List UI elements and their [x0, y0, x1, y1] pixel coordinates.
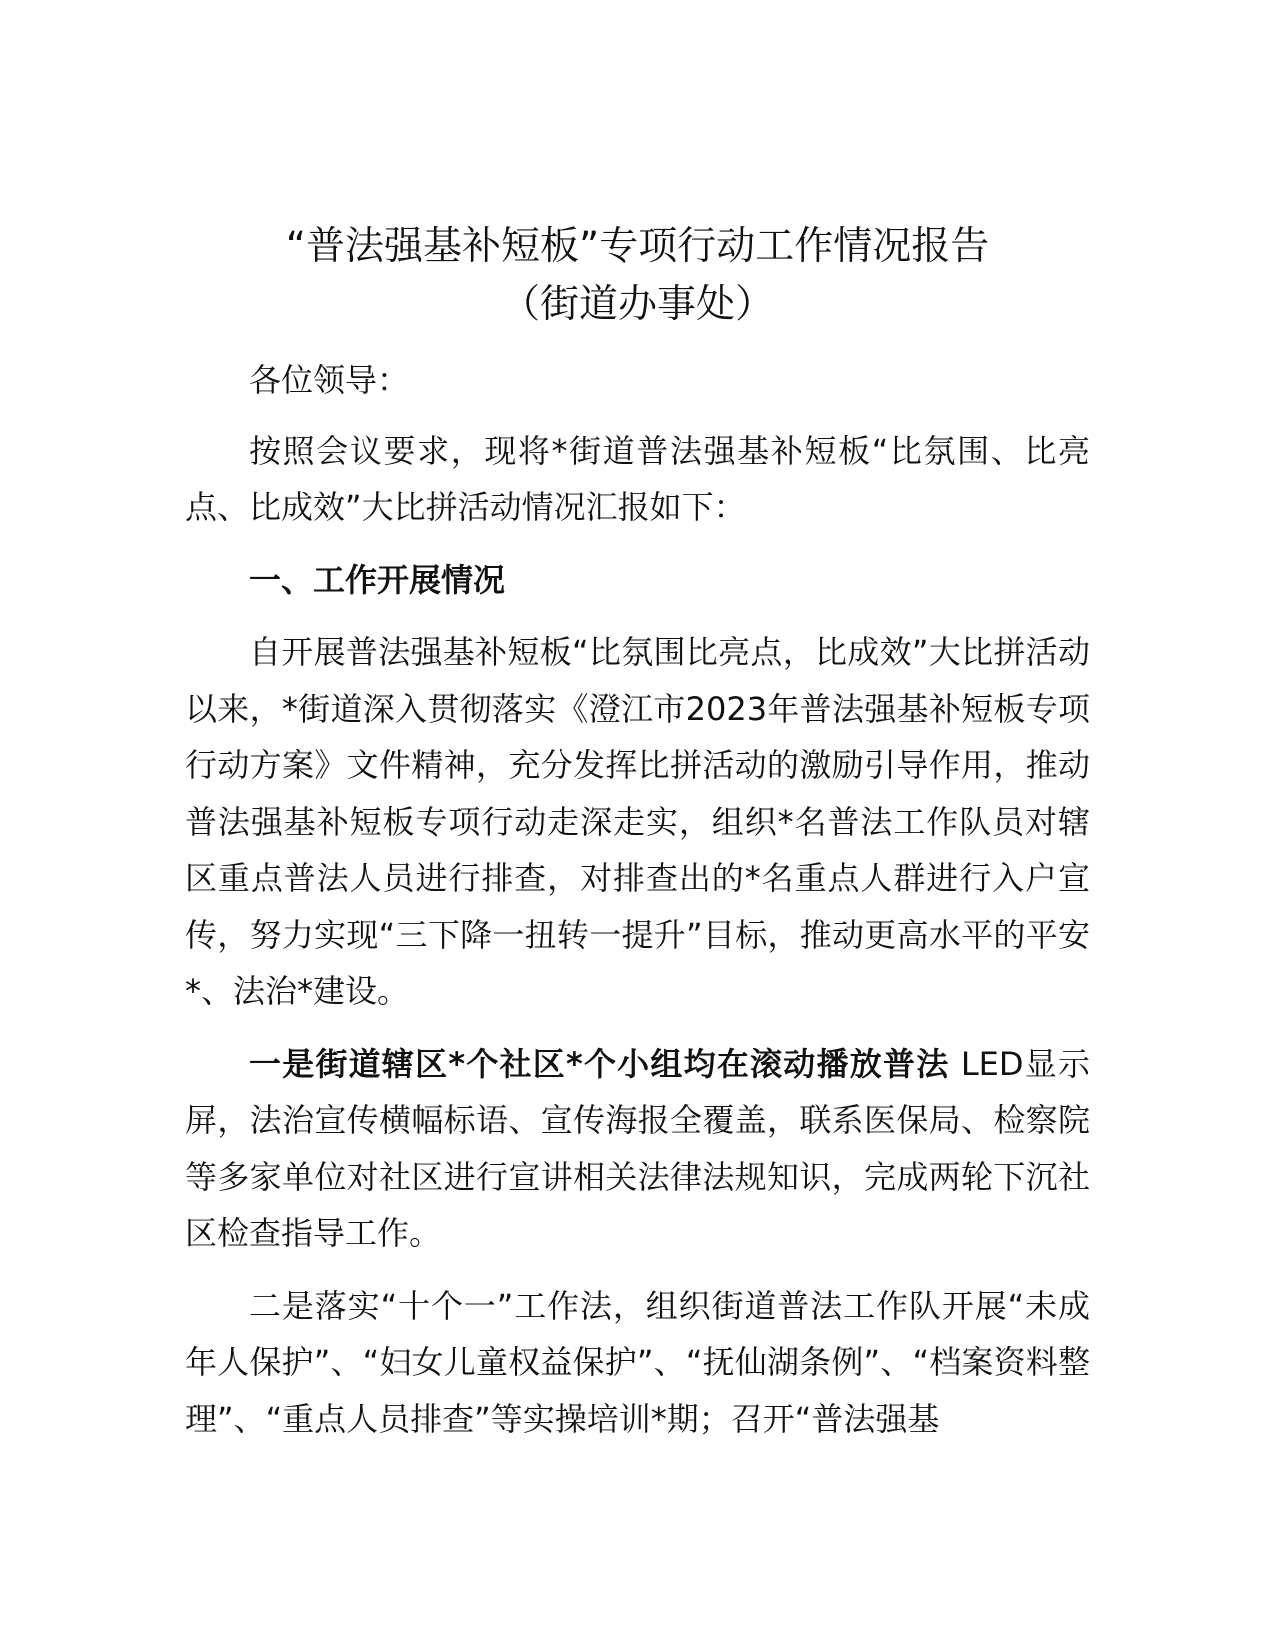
paragraph-point-one — [185, 1036, 1090, 1262]
point-one-rest: LED显示屏，法治宣传横幅标语、宣传海报全覆盖，联系医保局、检察院等多家单位对社区进行宣讲相关法律法规知识，完成两轮下沉社区检查指导工作。 — [185, 1044, 1090, 1252]
salutation: 各位领导： — [249, 361, 410, 399]
paragraph-point-two: 二是落实“十个一”工作法，组织街道普法工作队开展“未成年人保护”、“妇女儿童权益保护”、“抚仙湖条例”、“档案资料整理”、“重点人员排查”等实操培训*期；召开“普法强基 — [185, 1286, 1090, 1438]
document-title: “普法强基补短板”专项行动工作情况报告 — [285, 224, 990, 269]
document-subtitle: （街道办事处） — [500, 282, 774, 327]
paragraph-work-overview: 自开展普法强基补短板“比氛围比亮点，比成效”大比拼活动以来，*街道深入贯彻落实《澄江市2023年普法强基补短板专项行动方案》文件精神，充分发挥比拼活动的激励引导作用，推动普法强基补短板专项行动走深走实，组织*名普法工作队员对辖区重点普法人员进行排查，对排查出的*名重点人群进行入户宣传，努力实现“三下降一扭转一提升”目标，推动更高水平的平安*、法治*建设。 — [185, 633, 1090, 1010]
document-body — [185, 352, 1090, 1463]
section-heading: 一、工作开展情况 — [249, 560, 506, 599]
intro-paragraph: 按照会议要求，现将*街道普法强基补短板“比氛围、比亮点、比成效”大比拼活动情况汇报如下： — [185, 431, 1090, 526]
point-one-lead: 一是街道辖区*个社区*个小组均在滚动播放普法 — [249, 1044, 950, 1083]
title-block — [0, 218, 1275, 334]
